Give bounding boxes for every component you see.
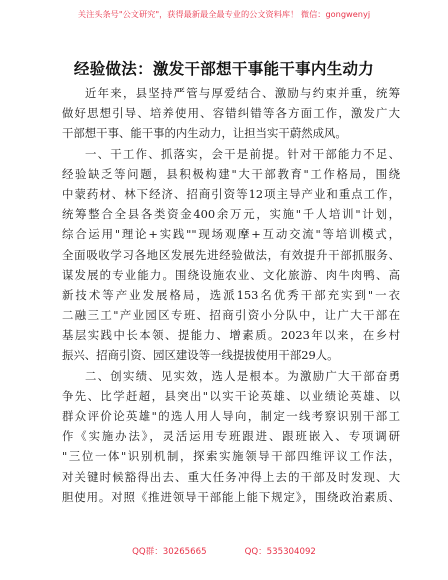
body-line: 二融三工"产业园区专班、招商引资小分队中，让广大干部在 bbox=[62, 308, 400, 323]
body-line: 综合运用"理论+实践""现场观摩+互动交流"等培训模式， bbox=[62, 227, 400, 242]
footer-qq: QQ：535304092 bbox=[244, 547, 316, 557]
body-line: 振兴、招商引资、园区建设等一线提拔使用干部29人。 bbox=[62, 348, 339, 363]
body-line: 一、干工作、抓落实，会干是前提。针对干部能力不足、 bbox=[85, 146, 400, 161]
body-line: "三位一体"识别机制，探索实施领导干部四维评议工作法， bbox=[62, 449, 400, 464]
body-line: 作《实施办法》，灵活运用专班跟进、跟班嵌入、专项调研 bbox=[62, 429, 400, 444]
header-banner: 关注头条号"公文研究"，获得最新最全最专业的公文资料库！ 微信：gongwenyj bbox=[77, 9, 371, 19]
body-line: 胆使用。对照《推进领导干部能上能下规定》，围绕政治素质、 bbox=[62, 489, 400, 504]
body-line: 干部想干事、能干事的内生动力，让担当实干蔚然成风。 bbox=[62, 126, 347, 141]
body-line: 中蒙药材、林下经济、招商引资等12项主导产业和重点工作， bbox=[62, 186, 400, 201]
body-line: 二、创实绩、见实效，选人是根本。为激励广大干部奋勇 bbox=[85, 368, 400, 383]
body-line: 经验缺乏等问题，县积极构建"大干部教育"工作格局，围绕 bbox=[62, 166, 400, 181]
body-line: 谋发展的专业能力。围绕设施农业、文化旅游、肉牛肉鸭、高 bbox=[62, 267, 400, 282]
body-line: 近年来，县坚持严管与厚爱结合、激励与约束并重，统筹 bbox=[85, 86, 400, 100]
body-line: 全面吸收学习各地区发展先进经验做法，有效提升干部抓服务、 bbox=[62, 247, 400, 262]
body-line: 群众评价论英雄"的选人用人导向，制定一线考察识别干部工 bbox=[62, 409, 400, 423]
body-line: 基层实践中长本领、提能力、增素质。2023年以来，在乡村 bbox=[62, 328, 400, 343]
document-title: 经验做法：激发干部想干事能干事内生动力 bbox=[73, 60, 375, 78]
body-line: 做好思想引导、培养使用、容错纠错等各方面工作，激发广大 bbox=[62, 106, 400, 121]
footer-contact bbox=[0, 545, 448, 557]
body-line: 统筹整合全县各类资金400余万元，实施"千人培训"计划， bbox=[62, 207, 400, 222]
document-body bbox=[62, 83, 400, 507]
body-line: 新技术等产业发展格局，选派153名优秀干部充实到"一衣 bbox=[62, 287, 400, 302]
body-line: 争先、比学赶超，县突出"以实干论英雄、以业绩论英雄、以 bbox=[62, 388, 400, 403]
footer-qq-group: QQ群：30265665 bbox=[132, 547, 207, 557]
body-line: 对关键时候豁得出去、重大任务冲得上去的干部及时发现、大 bbox=[62, 469, 400, 484]
